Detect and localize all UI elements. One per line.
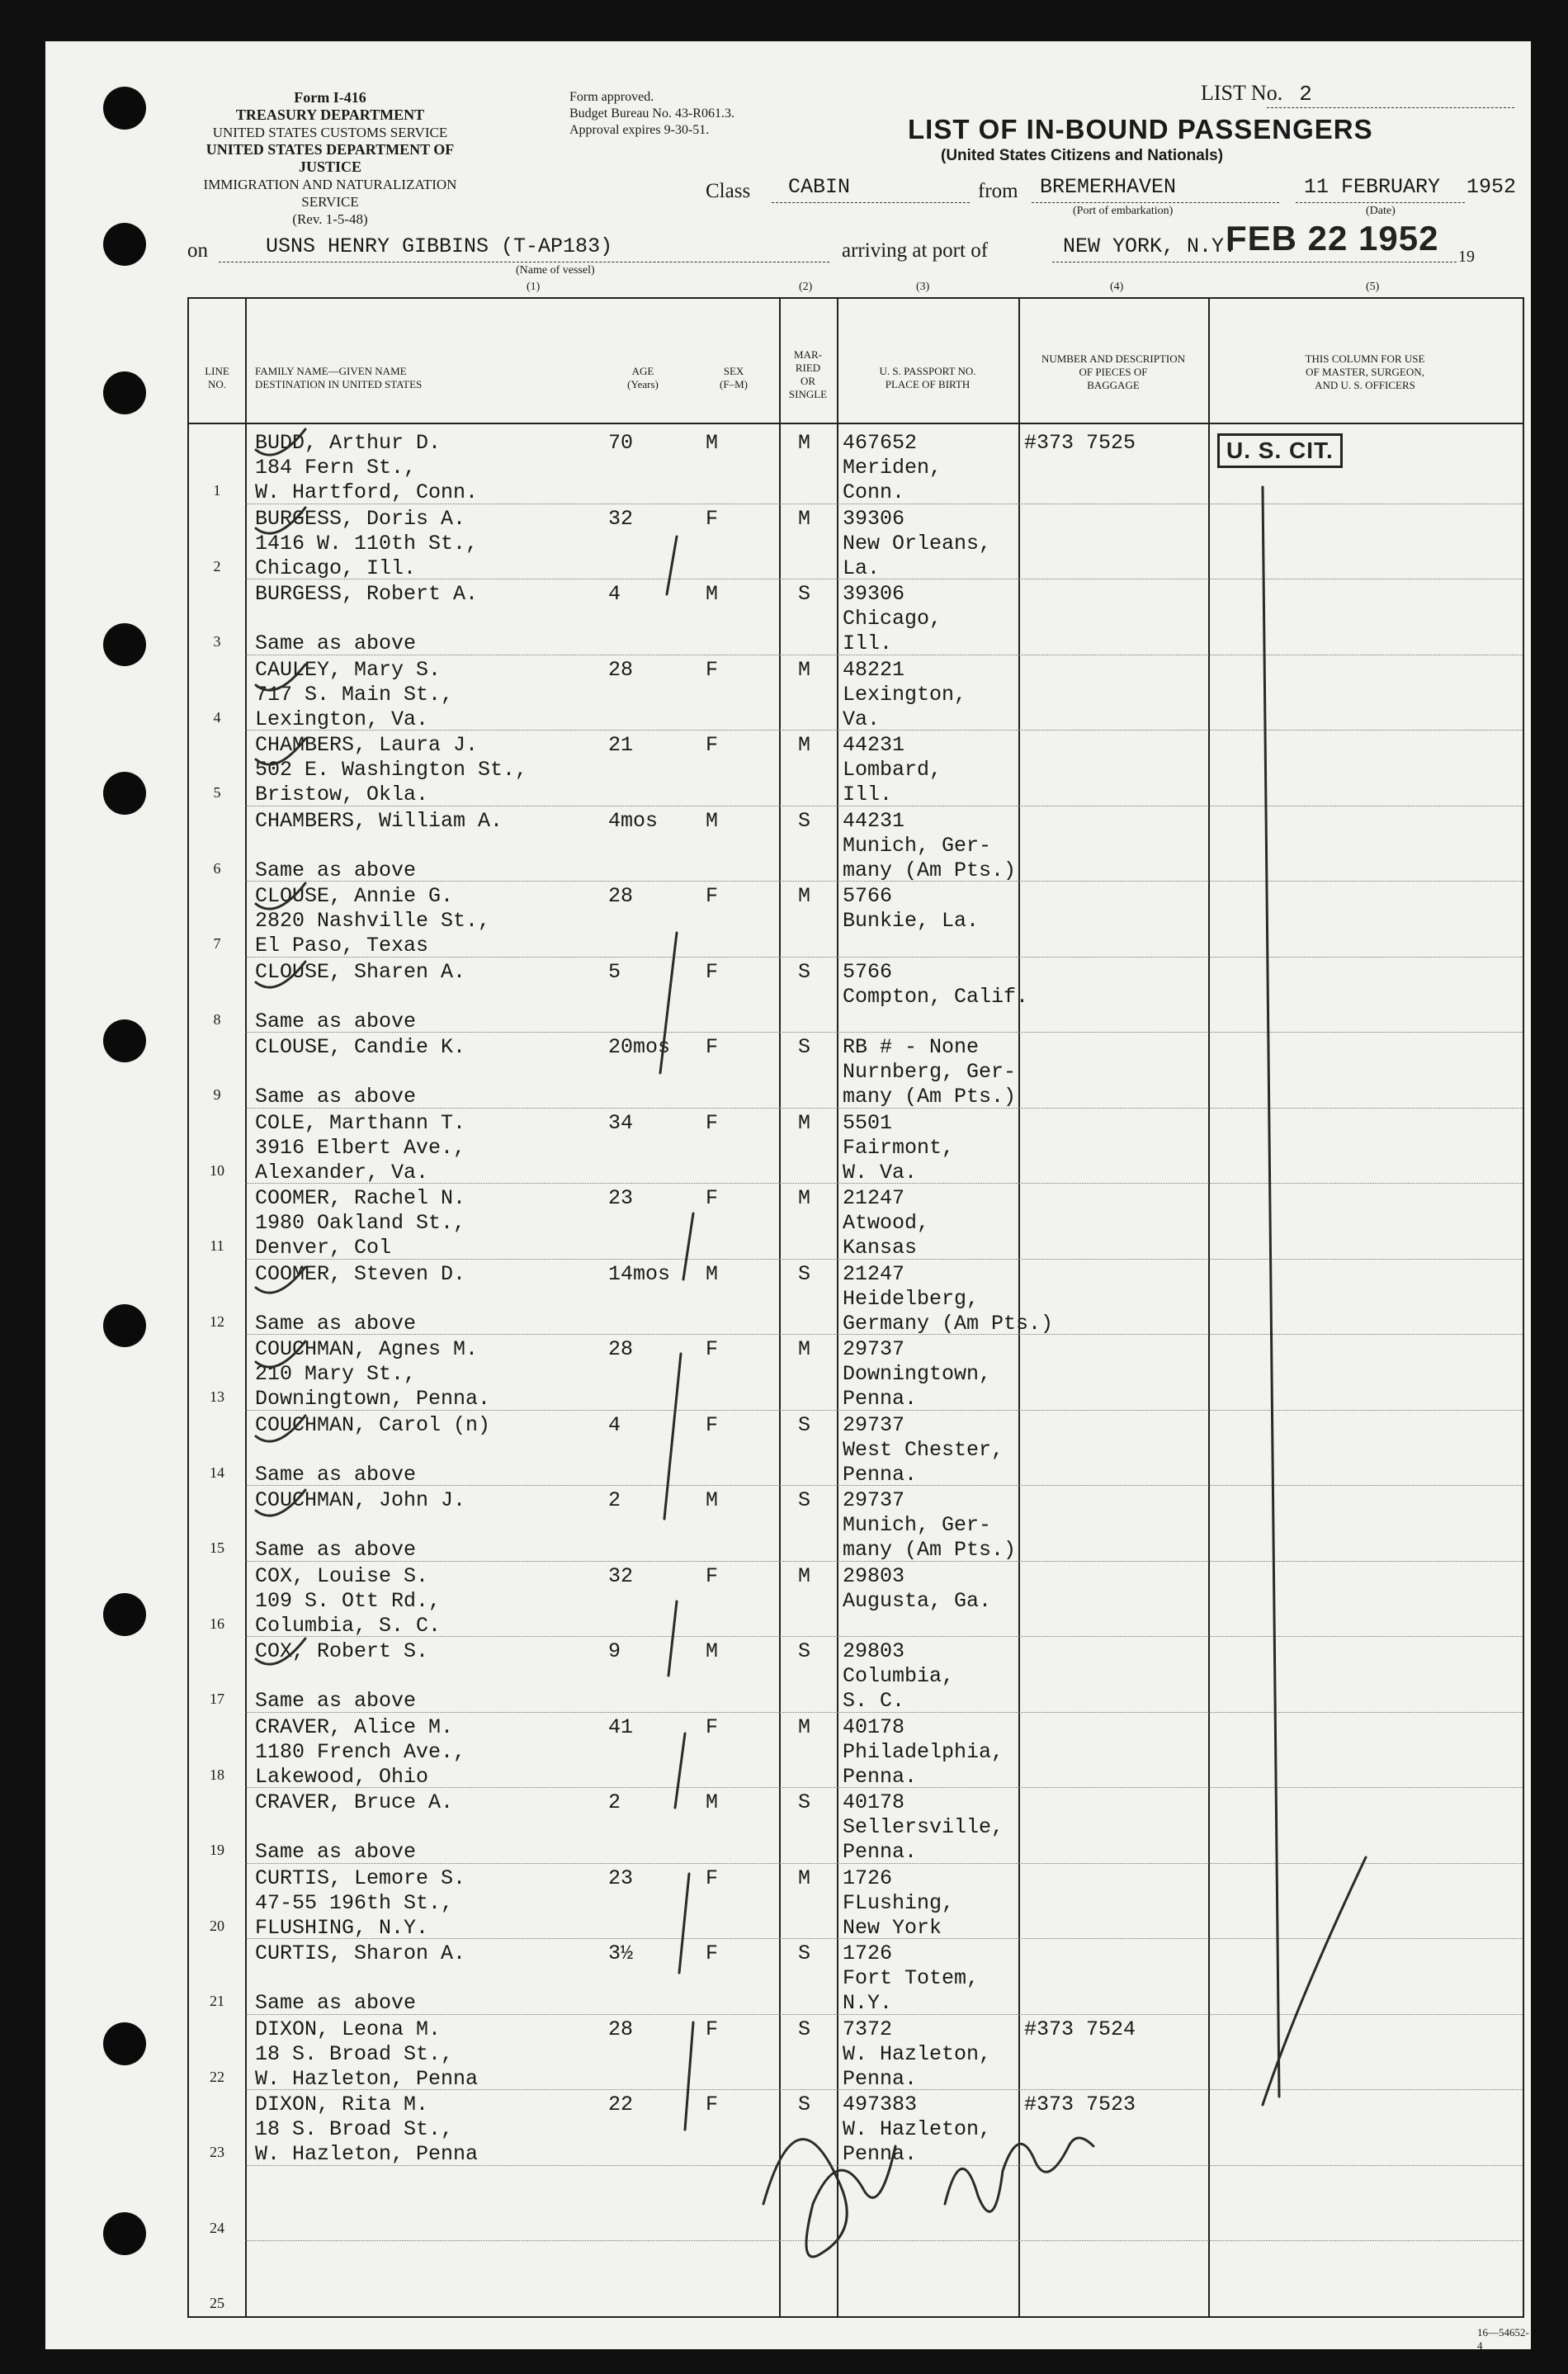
line-number: 9: [213, 1086, 221, 1103]
passenger-sex: M: [706, 582, 719, 606]
passenger-name: CAULEY, Mary S. 717 S. Main St., Lexington, Va.: [255, 657, 454, 731]
page-subtitle: (United States Citizens and Nationals): [941, 147, 1224, 164]
passenger-sex: F: [706, 1110, 719, 1135]
passenger-name: BUDD, Arthur D. 184 Fern St., W. Hartford, Conn.: [255, 431, 479, 504]
arriving-label: arriving at port of: [842, 239, 989, 262]
passenger-name: DIXON, Rita M. 18 S. Broad St., W. Hazleton, Penna: [255, 2093, 479, 2166]
passenger-name: DIXON, Leona M. 18 S. Broad St., W. Hazleton, Penna: [255, 2017, 479, 2091]
passenger-age: 28: [608, 1337, 634, 1361]
marital-status: M: [798, 1563, 811, 1588]
passport-birthplace: 7372 W. Hazleton, Penna.: [843, 2017, 992, 2091]
revision: (Rev. 1-5-48): [292, 211, 368, 227]
marital-status: M: [798, 1866, 811, 1890]
budget-bureau: Budget Bureau No. 43-R061.3.: [569, 106, 734, 121]
form-number: Form I-416: [294, 89, 366, 106]
port-value: NEW YORK, N.Y.: [1063, 234, 1237, 258]
passenger-sex: F: [706, 506, 719, 531]
line-number: 17: [210, 1691, 224, 1707]
marital-status: S: [798, 1412, 811, 1437]
approval-expires: Approval expires 9-30-51.: [569, 123, 710, 137]
passenger-sex: M: [706, 1790, 719, 1814]
marital-status: S: [798, 1790, 811, 1814]
date-caption: (Date): [1366, 205, 1396, 217]
line-number: 1: [213, 482, 221, 499]
passenger-age: 9: [608, 1639, 621, 1663]
passport-birthplace: 21247 Atwood, Kansas: [843, 1186, 930, 1260]
passenger-age: 28: [608, 884, 634, 908]
embark-caption: (Port of embarkation): [1073, 205, 1174, 217]
baggage-description: #373 7523: [1024, 2093, 1136, 2116]
passenger-age: 14mos: [608, 1261, 671, 1286]
arrival-date-stamp: FEB 22 1952: [1226, 219, 1439, 258]
baggage-description: #373 7525: [1024, 431, 1136, 455]
passport-birthplace: 29737 West Chester, Penna.: [843, 1412, 1004, 1487]
header-age: AGE (Years): [627, 365, 659, 390]
passport-birthplace: 40178 Philadelphia, Penna.: [843, 1714, 1004, 1789]
col-num-3: (3): [916, 281, 930, 293]
marital-status: M: [798, 506, 811, 531]
passport-birthplace: 497383 W. Hazleton, Penna.: [843, 2093, 992, 2166]
marital-status: M: [798, 657, 811, 682]
passport-birthplace: 21247 Heidelberg, Germany (Am Pts.): [843, 1261, 1054, 1336]
passenger-age: 4mos: [608, 808, 659, 833]
col-num-1: (1): [527, 281, 541, 293]
marital-status: S: [798, 2017, 811, 2041]
passport-birthplace: 40178 Sellersville, Penna.: [843, 1790, 1004, 1864]
passenger-sex: F: [706, 1714, 719, 1739]
passport-birthplace: 44231 Lombard, Ill.: [843, 733, 942, 806]
marital-status: M: [798, 1337, 811, 1361]
passenger-name: CLOUSE, Sharen A. Same as above: [255, 959, 466, 1033]
date-value: 11 FEBRUARY: [1304, 175, 1441, 199]
passenger-sex: F: [706, 1035, 719, 1059]
header-line-no: LINE NO.: [205, 365, 229, 390]
from-label: from: [978, 180, 1018, 202]
marital-status: S: [798, 1488, 811, 1512]
justice-dept: UNITED STATES DEPARTMENT OF JUSTICE: [205, 141, 455, 175]
passenger-age: 20mos: [608, 1035, 671, 1059]
passport-birthplace: 44231 Munich, Ger- many (Am Pts.): [843, 808, 1017, 882]
passenger-age: 22: [608, 2093, 634, 2116]
passenger-sex: M: [706, 431, 719, 455]
passenger-name: COOMER, Steven D. Same as above: [255, 1261, 466, 1336]
marital-status: S: [798, 808, 811, 833]
passenger-name: COUCHMAN, John J. Same as above: [255, 1488, 466, 1562]
passport-birthplace: 29737 Munich, Ger- many (Am Pts.): [843, 1488, 1017, 1562]
line-number: 23: [210, 2144, 224, 2160]
marital-status: M: [798, 1110, 811, 1135]
line-number: 13: [210, 1388, 224, 1405]
passenger-name: COLE, Marthann T. 3916 Elbert Ave., Alexander, Va.: [255, 1110, 466, 1185]
passenger-sex: M: [706, 1639, 719, 1663]
line-number: 21: [210, 1993, 224, 2009]
passenger-name: CURTIS, Sharon A. Same as above: [255, 1941, 466, 2015]
line-number: 15: [210, 1539, 224, 1556]
handwritten-marks: [45, 41, 1531, 2349]
line-number: 4: [213, 708, 221, 726]
passenger-name: CURTIS, Lemore S. 47-55 196th St., FLUSHING, N.Y.: [255, 1866, 466, 1940]
passenger-sex: F: [706, 959, 719, 984]
date-year: 1952: [1466, 175, 1517, 199]
passenger-age: 28: [608, 2017, 634, 2041]
header-baggage: NUMBER AND DESCRIPTION OF PIECES OF BAGGAGE: [1041, 352, 1186, 391]
marital-status: S: [798, 1941, 811, 1965]
passport-birthplace: 39306 New Orleans, La.: [843, 506, 992, 580]
passenger-sex: F: [706, 1866, 719, 1890]
passenger-sex: F: [706, 1337, 719, 1361]
vessel-name: USNS HENRY GIBBINS (T-AP183): [266, 234, 613, 258]
marital-status: M: [798, 884, 811, 908]
vessel-caption: (Name of vessel): [516, 264, 595, 277]
passenger-age: 23: [608, 1866, 634, 1890]
list-no-label: LIST No.: [1201, 81, 1283, 105]
line-number: 2: [213, 557, 221, 575]
passenger-name: CHAMBERS, William A. Same as above: [255, 808, 503, 882]
baggage-description: #373 7524: [1024, 2017, 1136, 2041]
marital-status: S: [798, 1035, 811, 1059]
treasury-dept: TREASURY DEPARTMENT: [235, 106, 425, 123]
passenger-age: 70: [608, 431, 634, 455]
passenger-age: 2: [608, 1790, 621, 1814]
line-number: 25: [210, 2295, 224, 2311]
marital-status: M: [798, 1714, 811, 1739]
passenger-age: 34: [608, 1110, 634, 1135]
manifest-page: [45, 41, 1531, 2352]
passenger-age: 41: [608, 1714, 634, 1739]
ins-service: IMMIGRATION AND NATURALIZATION SERVICE: [203, 177, 457, 210]
passenger-name: COX, Robert S. Same as above: [255, 1639, 429, 1713]
header-passport: U. S. PASSPORT NO. PLACE OF BIRTH: [879, 365, 976, 390]
passenger-age: 32: [608, 1563, 634, 1588]
on-label: on: [187, 239, 208, 262]
passenger-name: BURGESS, Robert A. Same as above: [255, 582, 479, 655]
page-title: LIST OF IN-BOUND PASSENGERS: [908, 114, 1373, 144]
passenger-sex: F: [706, 657, 719, 682]
passenger-name: COX, Louise S. 109 S. Ott Rd., Columbia, S. C.: [255, 1563, 442, 1638]
header-sex: SEX (F–M): [720, 365, 748, 390]
year-suffix: 19: [1458, 248, 1475, 266]
marital-status: M: [798, 1186, 811, 1210]
passenger-name: CRAVER, Bruce A. Same as above: [255, 1790, 454, 1864]
passenger-sex: F: [706, 1186, 719, 1210]
header-officers: THIS COLUMN FOR USE OF MASTER, SURGEON, AND U. S. OFFICERS: [1305, 352, 1425, 391]
passport-birthplace: 467652 Meriden, Conn.: [843, 431, 942, 504]
passport-birthplace: 29737 Downingtown, Penna.: [843, 1337, 992, 1411]
passenger-sex: M: [706, 808, 719, 833]
line-number: 3: [213, 633, 221, 650]
passport-birthplace: 48221 Lexington, Va.: [843, 657, 967, 731]
passenger-age: 21: [608, 733, 634, 757]
line-number: 22: [210, 2068, 224, 2085]
passenger-age: 5: [608, 959, 621, 984]
passenger-sex: M: [706, 1261, 719, 1286]
passenger-age: 4: [608, 582, 621, 606]
passenger-name: CLOUSE, Candie K. Same as above: [255, 1035, 466, 1109]
list-no-value: 2: [1299, 82, 1312, 106]
passenger-sex: F: [706, 2093, 719, 2116]
marital-status: S: [798, 959, 811, 984]
passenger-name: COUCHMAN, Carol (n) Same as above: [255, 1412, 491, 1487]
line-number: 11: [210, 1237, 224, 1254]
passenger-name: CRAVER, Alice M. 1180 French Ave., Lakewood, Ohio: [255, 1714, 466, 1789]
passenger-age: 4: [608, 1412, 621, 1437]
passport-birthplace: 5766 Compton, Calif.: [843, 959, 1029, 1009]
marital-status: M: [798, 431, 811, 455]
marital-status: S: [798, 582, 811, 606]
line-number: 19: [210, 1842, 224, 1858]
line-number: 8: [213, 1010, 221, 1028]
passport-birthplace: 1726 FLushing, New York: [843, 1866, 955, 1940]
passenger-name: COUCHMAN, Agnes M. 210 Mary St., Downingtown, Penna.: [255, 1337, 491, 1411]
line-number: 6: [213, 859, 221, 877]
customs-service: UNITED STATES CUSTOMS SERVICE: [212, 125, 448, 140]
form-approved: Form approved.: [569, 90, 654, 104]
footer-code: 16—54652-4: [1477, 2326, 1529, 2352]
passenger-name: BURGESS, Doris A. 1416 W. 110th St., Chicago, Ill.: [255, 506, 479, 580]
passport-birthplace: 39306 Chicago, Ill.: [843, 582, 942, 655]
passenger-sex: F: [706, 1563, 719, 1588]
passport-birthplace: 5766 Bunkie, La.: [843, 884, 980, 933]
line-number: 10: [210, 1161, 224, 1179]
passenger-sex: M: [706, 1488, 719, 1512]
line-number: 14: [210, 1464, 224, 1481]
line-number: 18: [210, 1766, 224, 1783]
passport-birthplace: 29803 Augusta, Ga.: [843, 1563, 992, 1613]
passenger-sex: F: [706, 884, 719, 908]
line-number: 24: [210, 2219, 224, 2236]
line-number: 7: [213, 935, 221, 952]
passport-birthplace: RB # - None Nurnberg, Ger- many (Am Pts.): [843, 1035, 1017, 1109]
passenger-age: 2: [608, 1488, 621, 1512]
passport-birthplace: 29803 Columbia, S. C.: [843, 1639, 955, 1713]
passenger-name: CLOUSE, Annie G. 2820 Nashville St., El Paso, Texas: [255, 884, 491, 958]
from-value: BREMERHAVEN: [1040, 175, 1177, 199]
passenger-name: COOMER, Rachel N. 1980 Oakland St., Denver, Col: [255, 1186, 466, 1260]
passenger-sex: F: [706, 733, 719, 757]
passenger-sex: F: [706, 1941, 719, 1965]
line-number: 12: [210, 1312, 224, 1330]
header-married: MAR- RIED OR SINGLE: [788, 348, 828, 400]
marital-status: S: [798, 2093, 811, 2116]
passport-birthplace: 5501 Fairmont, W. Va.: [843, 1110, 955, 1185]
passenger-age: 3½: [608, 1941, 634, 1965]
marital-status: S: [798, 1639, 811, 1663]
col-num-2: (2): [799, 281, 813, 293]
line-number: 5: [213, 784, 221, 801]
class-value: CABIN: [788, 175, 851, 199]
passport-birthplace: 1726 Fort Totem, N.Y.: [843, 1941, 980, 2015]
class-label: Class: [706, 180, 751, 202]
header-name: FAMILY NAME—GIVEN NAME DESTINATION IN UNITED STATES: [255, 365, 423, 390]
line-number: 16: [210, 1615, 224, 1632]
marital-status: S: [798, 1261, 811, 1286]
us-citizen-stamp: U. S. CIT.: [1217, 433, 1343, 468]
passenger-age: 23: [608, 1186, 634, 1210]
passenger-sex: F: [706, 1412, 719, 1437]
col-num-4: (4): [1110, 281, 1124, 293]
marital-status: M: [798, 733, 811, 757]
col-num-5: (5): [1366, 281, 1380, 293]
passenger-age: 28: [608, 657, 634, 682]
passenger-age: 32: [608, 506, 634, 531]
passenger-name: CHAMBERS, Laura J. 502 E. Washington St., Bristow, Okla.: [255, 733, 528, 806]
line-number: 20: [210, 1917, 224, 1934]
passenger-sex: F: [706, 2017, 719, 2041]
